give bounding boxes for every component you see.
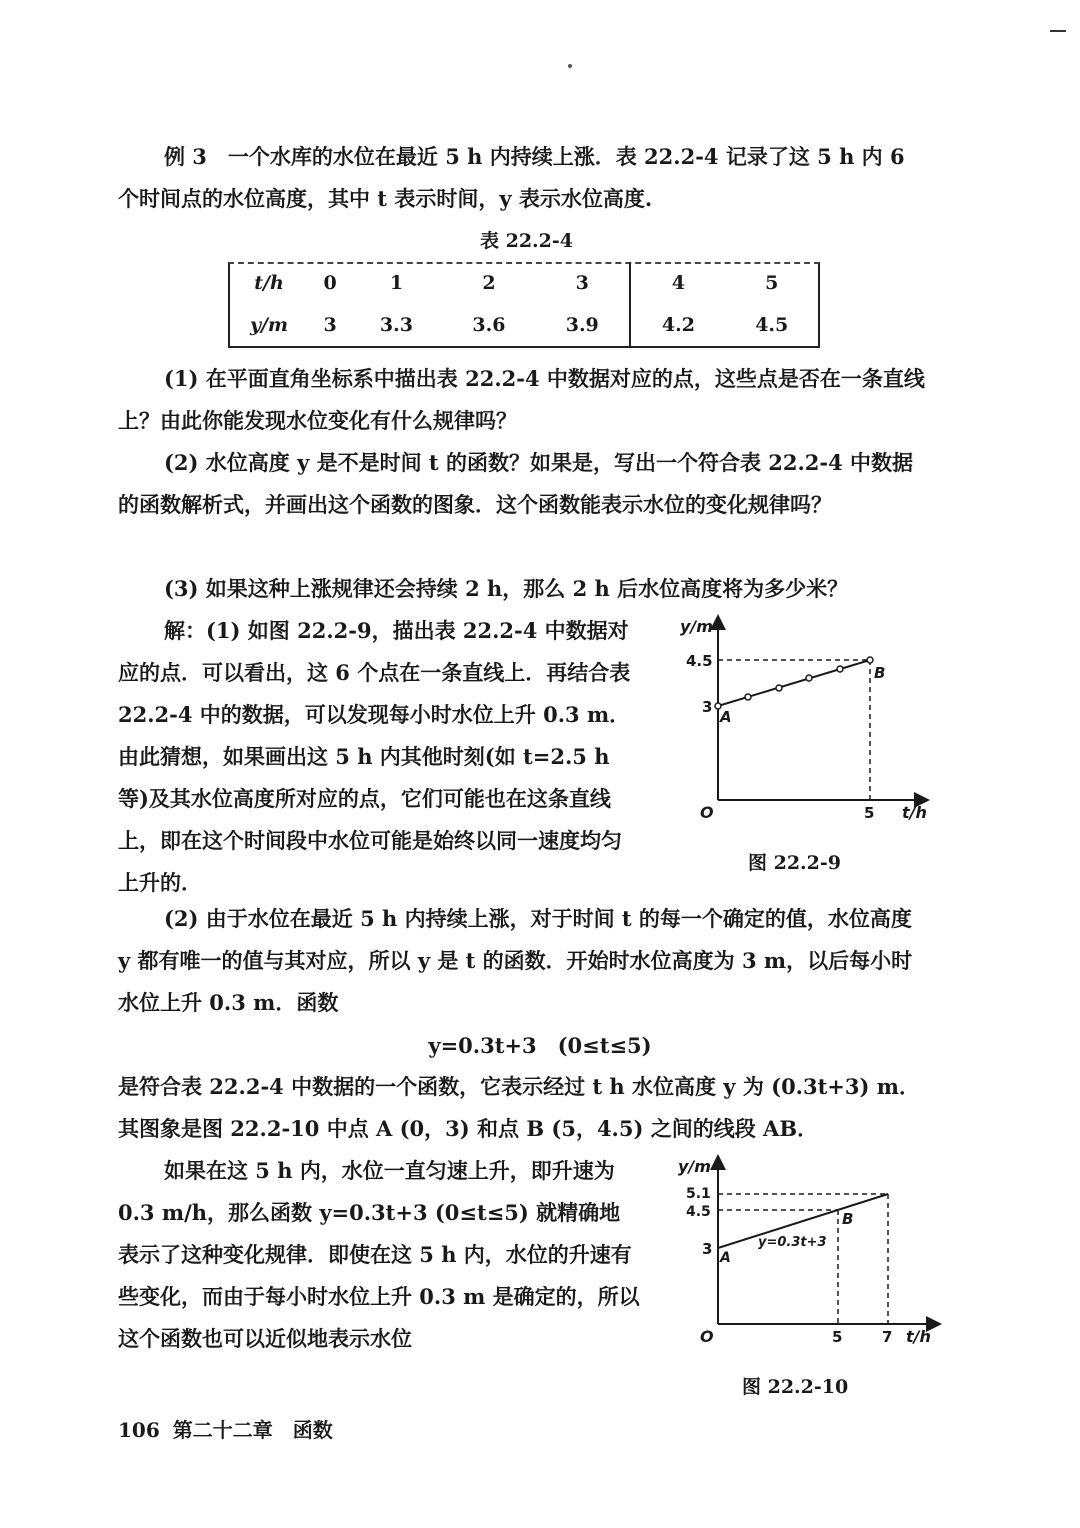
question-2: (2) 水位高度 y 是不是时间 t 的函数？如果是，写出一个符合表 22.2-4 中数据的函数解析式，并画出这个函数的图象．这个函数能表示水位的变化规律吗？ <box>118 450 914 517</box>
example-intro-line2: 个时间点的水位高度，其中 t 表示时间，y 表示水位高度. <box>118 186 653 211</box>
table-row-t <box>228 262 818 304</box>
fig2-tick-y51: 5.1 <box>686 1186 711 1202</box>
table-cell: 3.3 <box>379 314 413 336</box>
table-cell: 3 <box>323 314 337 336</box>
fig2-tick-y3: 3 <box>702 1240 713 1258</box>
fig1-point-a: A <box>720 708 732 726</box>
data-table <box>228 262 818 346</box>
data-point <box>837 666 843 672</box>
page-footer <box>118 1414 333 1443</box>
question-1: (1) 在平面直角坐标系中描出表 22.2-4 中数据对应的点，这些点是否在一条直线上？由此你能发现水位变化有什么规律吗？ <box>118 366 925 433</box>
scan-speck <box>568 64 572 68</box>
table-header-t: t/h <box>254 272 284 294</box>
question-3: (3) 如果这种上涨规律还会持续 2 h，那么 2 h 后水位高度将为多少米？ <box>164 576 849 601</box>
fig2-point-a: A <box>720 1250 731 1266</box>
chapter-title: 第二十二章 函数 <box>172 1418 333 1442</box>
fig1-origin: O <box>700 803 714 822</box>
formula: y=0.3t+3 (0≤t≤5) <box>428 1033 652 1058</box>
edge-mark <box>1050 30 1066 32</box>
table-cell: 4.2 <box>630 304 725 346</box>
table-row-y <box>228 304 818 346</box>
fig2-line-label: y=0.3t+3 <box>758 1235 827 1250</box>
table-cell: 4.5 <box>755 314 789 336</box>
fig2-tick-x7: 7 <box>882 1328 893 1346</box>
solution-part2: (2) 由于水位在最近 5 h 内持续上涨，对于时间 t 的每一个确定的值，水位高度 y 都有唯一的值与其对应，所以 y 是 t 的函数．开始时水位高度为 3 m，以后每小时水位上升 0.3 m．函数 <box>118 906 913 1015</box>
fig1-caption: 图 22.2-9 <box>748 852 841 874</box>
fig1-tick-y45: 4.5 <box>686 652 713 670</box>
fig2-caption: 图 22.2-10 <box>742 1376 849 1398</box>
data-point <box>806 675 812 681</box>
table-cell: 4 <box>630 262 725 304</box>
fig1-y-label: y/m <box>680 617 713 636</box>
fig2-tick-x5: 5 <box>832 1328 843 1346</box>
table-cell: 3.6 <box>472 314 506 336</box>
table-cell: 3 <box>575 272 589 294</box>
fig2-tick-y45: 4.5 <box>686 1204 711 1220</box>
table-cell: 3.9 <box>565 314 599 336</box>
solution-part1: 解：(1) 如图 22.2-9，描出表 22.2-4 中数据对应的点．可以看出，这 6 个点在一条直线上．再结合表 22.2-4 中的数据，可以发现每小时水位上升 0.3 m．由此猜想，如果画出这 5 h 内其他时刻(如 t=2.5 h等)及其水位高度所对应的点，它们可能也在这条直线上，即在这个时间段中水位可能是始终以同一速度均匀上升的． <box>118 618 631 895</box>
line-ab <box>718 660 870 706</box>
solution-part2-cont: 是符合表 22.2-4 中数据的一个函数，它表示经过 t h 水位高度 y 为 (0.3t+3) m．其图象是图 22.2-10 中点 A (0，3) 和点 B (5，4.5) 之间的线段 AB． <box>118 1074 920 1141</box>
table-cell: 1 <box>389 272 404 294</box>
fig1-point-b: B <box>874 664 886 682</box>
table-cell: 5 <box>765 272 779 294</box>
table-header-y: y/m <box>249 314 289 336</box>
page-number: 106 <box>118 1418 160 1442</box>
figure-22-2-10 <box>672 1152 942 1352</box>
data-point <box>745 694 751 700</box>
data-point <box>776 685 782 691</box>
fig2-point-b: B <box>842 1210 854 1228</box>
solution-part3: 如果在这 5 h 内，水位一直匀速上升，即升速为 0.3 m/h，那么函数 y=0.3t+3 (0≤t≤5) 就精确地表示了这种变化规律．即使在这 5 h 内，水位的升速有些变化，而由于每小时水位上升 0.3 m 是确定的，所以这个函数也可以近似地表示水位 <box>118 1158 640 1351</box>
fig2-origin: O <box>700 1327 714 1346</box>
fig2-x-label: t/h <box>906 1327 931 1346</box>
fig1-tick-x5: 5 <box>864 804 875 822</box>
figure-22-2-9 <box>672 612 932 822</box>
example-intro <box>118 136 930 220</box>
table-cell: 2 <box>482 272 496 294</box>
example-intro-line1: 例 3 一个水库的水位在最近 5 h 内持续上涨．表 22.2-4 记录了这 5 h 内 6 <box>164 144 905 169</box>
data-point <box>867 657 873 663</box>
fig2-y-label: y/m <box>678 1157 711 1176</box>
fig1-tick-y3: 3 <box>702 698 713 716</box>
table-caption: 表 22.2-4 <box>480 230 573 252</box>
table-cell: 0 <box>323 272 337 294</box>
fig1-x-label: t/h <box>902 803 927 822</box>
